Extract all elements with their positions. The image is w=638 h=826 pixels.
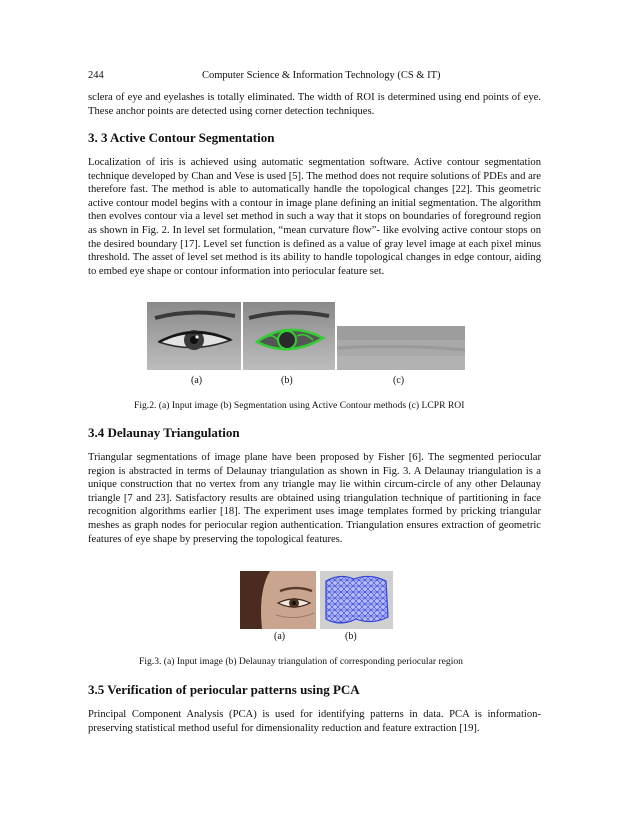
section-heading-active-contour: 3. 3 Active Contour Segmentation <box>88 130 275 145</box>
figure-2-image-b <box>243 302 335 370</box>
figure-2-label-a: (a) <box>191 375 203 386</box>
intro-paragraph: sclera of eye and eyelashes is totally eliminated. The width of ROI is determined using end points of eye. These anchor points are detected using corner detection techniques. <box>88 92 541 117</box>
running-title: Computer Science & Information Technology (CS & IT) <box>202 70 441 81</box>
running-header <box>88 70 540 84</box>
section-paragraph-active-contour: Localization of iris is achieved using automatic segmentation software. Active contour segmentation technique developed by Chan and Vese is used [5]. The method does not require solutions of PDEs and are therefore fast. The method is able to automatically handle the topological changes [22]. This geometric active contour model begins with a contour in image plane defining an initial segmentation. The algorithm then evolves contour via a level set method in such a way that it stops on boundaries of foreground region as shown in Fig. 2. In level set formulation, “mean curvature flow”- like evolving active contour stops on the desired boundary [17]. Level set function is defined as a value of gray level image at each pixel minus threshold. The asset of level set method is its ability to handle topological changes in edge contour, aiding to embed eye shape or contour information into periocular feature set. <box>88 157 541 277</box>
figure-3-label-b: (b) <box>345 631 357 642</box>
page-number: 244 <box>88 70 104 81</box>
section-heading-delaunay: 3.4 Delaunay Triangulation <box>88 425 240 440</box>
figure-3-caption: Fig.3. (a) Input image (b) Delaunay triangulation of corresponding periocular region <box>139 656 463 667</box>
section-heading-pca: 3.5 Verification of periocular patterns using PCA <box>88 682 360 697</box>
section-paragraph-delaunay: Triangular segmentations of image plane have been proposed by Fisher [6]. The segmented periocular region is abstracted in terms of Delaunay triangulation as shown in Fig. 3. A Delaunay triangulation is a unique construction that no vertex from any triangle may lie within circum-circle of any other Delaunay triangle [7 and 23]. Satisfactory results are obtained using triangulation technique of partitioning in face recognition algorithms earlier [18]. The experiment uses image templates formed by pricking triangular meshes as graph nodes for periocular region authentication. Triangulation ensures extraction of geometric features of eye shape by preserving the topological features. <box>88 452 541 545</box>
figure-2-image-a <box>147 302 241 370</box>
figure-3-image-b <box>320 571 393 629</box>
figure-2-label-c: (c) <box>393 375 405 386</box>
section-paragraph-pca: Principal Component Analysis (PCA) is used for identifying patterns in data. PCA is information-preserving statistical method useful for dimensionality reduction and feature extraction [19]. <box>88 709 541 734</box>
figure-2-label-b: (b) <box>281 375 293 386</box>
figure-2-image-c <box>337 326 465 370</box>
figure-2-caption: Fig.2. (a) Input image (b) Segmentation using Active Contour methods (c) LCPR ROI <box>134 400 465 411</box>
figure-3-image-a <box>240 571 316 629</box>
figure-3-label-a: (a) <box>274 631 286 642</box>
